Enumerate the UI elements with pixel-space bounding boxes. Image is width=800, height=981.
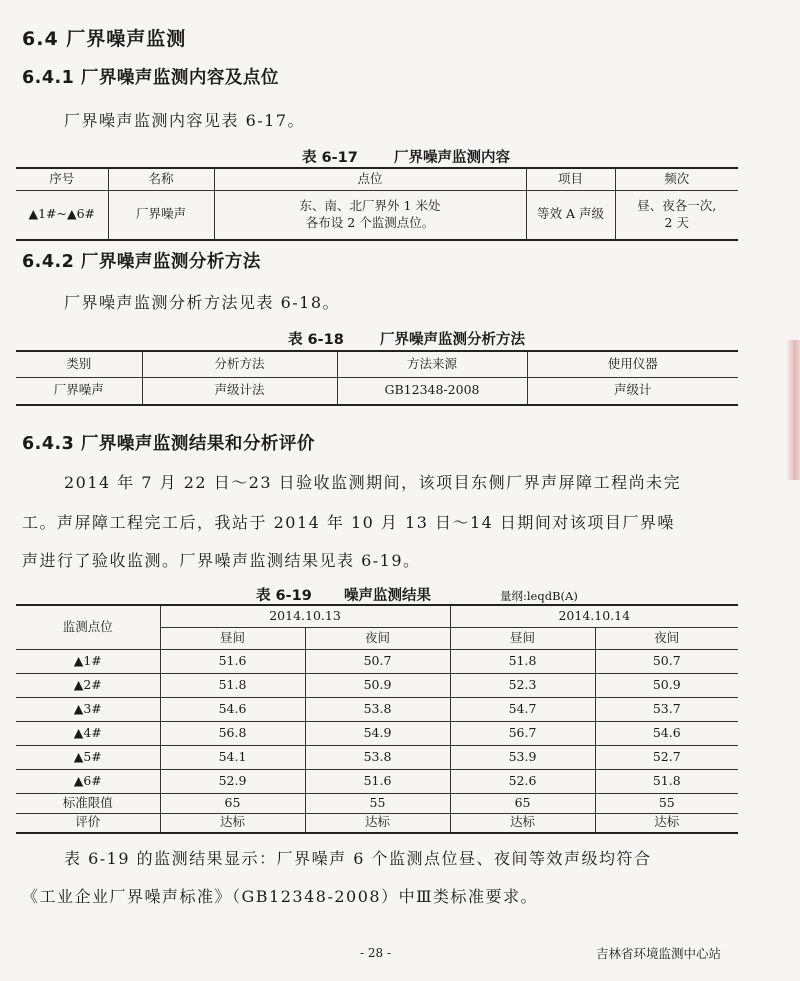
date-header: 2014.10.14 (450, 605, 738, 627)
caption-number: 表 6-19 (256, 588, 312, 604)
table-caption-6-19 (256, 584, 431, 605)
table-row (16, 649, 738, 673)
header-cell: 监测点位 (16, 605, 160, 649)
measurement-cell: 51.8 (595, 769, 738, 793)
result-rows (16, 649, 738, 793)
header-cell: 昼间 (160, 627, 305, 649)
table-cell: 65 (450, 793, 595, 813)
date-header: 2014.10.13 (160, 605, 450, 627)
monitoring-point: ▲4# (16, 721, 160, 745)
paragraph-6-4-3-line-3: 声进行了验收监测。厂界噪声监测结果见表 6-19。 (22, 551, 421, 570)
paragraph-6-4-1: 厂界噪声监测内容见表 6-17。 (64, 111, 306, 130)
table-header-row (16, 168, 738, 190)
caption-title: 厂界噪声监测内容 (393, 150, 510, 166)
measurement-cell: 52.7 (595, 745, 738, 769)
table-6-17 (16, 167, 738, 241)
table-cell: 达标 (595, 813, 738, 833)
measurement-cell: 54.6 (595, 721, 738, 745)
measurement-cell: 50.7 (595, 649, 738, 673)
table-6-19 (16, 604, 738, 834)
caption-title: 厂界噪声监测分析方法 (379, 332, 525, 348)
evaluation-row (16, 813, 738, 833)
cell-line: 各布设 2 个监测点位。 (305, 214, 435, 230)
table-cell: ▲1#~▲6# (16, 190, 108, 240)
caption-title: 噪声监测结果 (343, 588, 431, 604)
page-number: - 28 - (360, 946, 392, 960)
cell-line: 昼、夜各一次, (637, 197, 717, 213)
measurement-cell: 52.3 (450, 673, 595, 697)
measurement-cell: 50.9 (305, 673, 450, 697)
caption-number: 表 6-18 (288, 332, 344, 348)
monitoring-point: ▲5# (16, 745, 160, 769)
conclusion-line-1: 表 6-19 的监测结果显示：厂界噪声 6 个监测点位昼、夜间等效声级均符合 (64, 849, 652, 868)
organization-name: 吉林省环境监测中心站 (596, 946, 722, 961)
header-cell: 使用仪器 (527, 351, 738, 377)
table-cell: 达标 (305, 813, 450, 833)
paragraph-6-4-3-line-1: 2014 年 7 月 22 日～23 日验收监测期间，该项目东侧厂界声屏障工程尚未完 (64, 473, 682, 492)
header-cell: 名称 (108, 168, 214, 190)
header-cell: 序号 (16, 168, 108, 190)
measurement-cell: 56.8 (160, 721, 305, 745)
table-header-row (16, 351, 738, 377)
measurement-cell: 54.1 (160, 745, 305, 769)
conclusion-line-2: 《工业企业厂界噪声标准》（GB12348-2008）中Ⅲ类标准要求。 (22, 887, 538, 906)
measurement-cell: 52.9 (160, 769, 305, 793)
subsection-heading-6-4-1: 6.4.1 厂界噪声监测内容及点位 (22, 68, 279, 88)
measurement-cell: 53.7 (595, 697, 738, 721)
table-unit: 量纲:leqdB(A) (500, 589, 578, 603)
header-cell: 夜间 (595, 627, 738, 649)
table-cell: 达标 (450, 813, 595, 833)
table-cell: 等效 A 声级 (526, 190, 615, 240)
monitoring-point: ▲6# (16, 769, 160, 793)
table-cell: 65 (160, 793, 305, 813)
measurement-cell: 51.8 (450, 649, 595, 673)
measurement-cell: 50.7 (305, 649, 450, 673)
header-cell: 点位 (214, 168, 526, 190)
subsection-heading-6-4-2: 6.4.2 厂界噪声监测分析方法 (22, 252, 261, 272)
table-cell: 55 (595, 793, 738, 813)
table-caption-6-17 (302, 146, 510, 167)
table-cell: 达标 (160, 813, 305, 833)
cell-line: 2 天 (664, 214, 689, 230)
table-cell (615, 190, 738, 240)
table-cell: 声级计 (527, 377, 738, 405)
measurement-cell: 54.6 (160, 697, 305, 721)
section-title: 厂界噪声监测 (66, 28, 187, 50)
limit-row (16, 793, 738, 813)
section-heading (22, 24, 186, 51)
monitoring-point: ▲2# (16, 673, 160, 697)
section-number: 6.4 (22, 28, 59, 50)
table-cell: 厂界噪声 (108, 190, 214, 240)
header-cell: 昼间 (450, 627, 595, 649)
paragraph-6-4-3-line-2: 工。声屏障工程完工后，我站于 2014 年 10 月 13 日～14 日期间对该项目厂界噪 (22, 513, 675, 532)
header-cell: 类别 (16, 351, 142, 377)
table-cell (214, 190, 526, 240)
measurement-cell: 51.6 (160, 649, 305, 673)
paragraph-6-4-2: 厂界噪声监测分析方法见表 6-18。 (64, 293, 341, 312)
table-row (16, 721, 738, 745)
header-cell: 频次 (615, 168, 738, 190)
measurement-cell: 54.9 (305, 721, 450, 745)
table-cell: 声级计法 (142, 377, 337, 405)
header-cell: 分析方法 (142, 351, 337, 377)
table-row (16, 769, 738, 793)
header-cell: 方法来源 (337, 351, 527, 377)
measurement-cell: 52.6 (450, 769, 595, 793)
table-row (16, 697, 738, 721)
measurement-cell: 51.8 (160, 673, 305, 697)
measurement-cell: 56.7 (450, 721, 595, 745)
subsection-heading-6-4-3: 6.4.3 厂界噪声监测结果和分析评价 (22, 434, 315, 454)
table-cell: 厂界噪声 (16, 377, 142, 405)
table-6-18 (16, 350, 738, 406)
table-row (16, 673, 738, 697)
cell-line: 东、南、北厂界外 1 米处 (299, 197, 441, 213)
table-row (16, 745, 738, 769)
monitoring-point: ▲1# (16, 649, 160, 673)
row-label: 评价 (16, 813, 160, 833)
stamp-edge-mark (786, 340, 800, 480)
measurement-cell: 53.8 (305, 697, 450, 721)
table-header-row (16, 605, 738, 627)
table-caption-6-18 (288, 328, 525, 349)
table-row (16, 190, 738, 240)
monitoring-point: ▲3# (16, 697, 160, 721)
table-cell: GB12348-2008 (337, 377, 527, 405)
table-row (16, 377, 738, 405)
table-cell: 55 (305, 793, 450, 813)
header-cell: 项目 (526, 168, 615, 190)
caption-number: 表 6-17 (302, 150, 358, 166)
measurement-cell: 51.6 (305, 769, 450, 793)
measurement-cell: 53.9 (450, 745, 595, 769)
row-label: 标准限值 (16, 793, 160, 813)
measurement-cell: 54.7 (450, 697, 595, 721)
header-cell: 夜间 (305, 627, 450, 649)
measurement-cell: 50.9 (595, 673, 738, 697)
measurement-cell: 53.8 (305, 745, 450, 769)
